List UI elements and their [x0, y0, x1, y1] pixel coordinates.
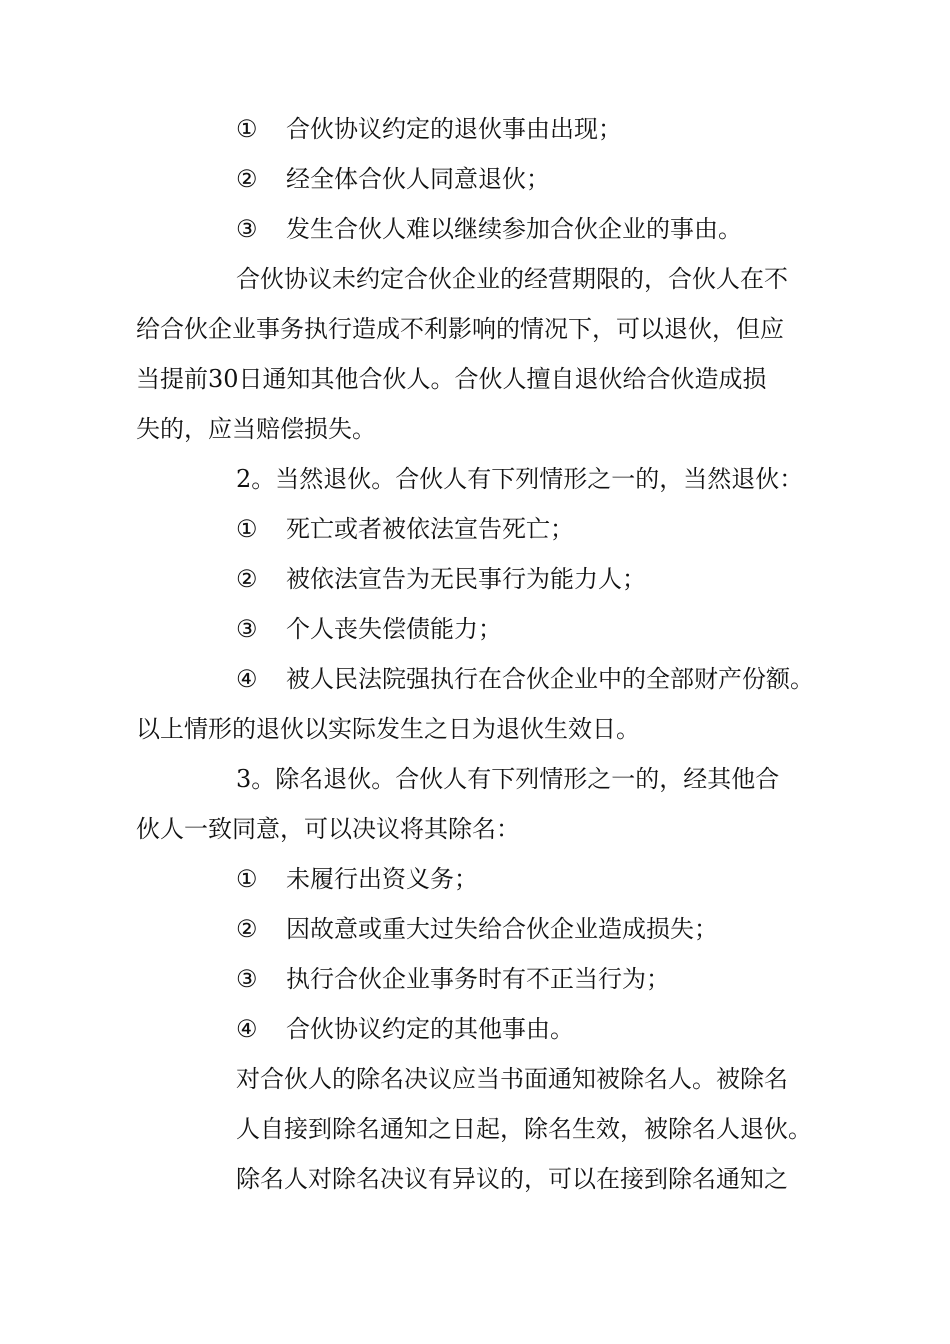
- list-item-text: 合伙协议约定的其他事由。: [286, 1015, 574, 1043]
- list-item: [236, 914, 718, 944]
- list-item-text: 经全体合伙人同意退伙；: [286, 165, 550, 193]
- list-item: [236, 164, 550, 194]
- list-item-text: 被人民法院强执行在合伙企业中的全部财产份额。: [286, 665, 814, 693]
- list-item-text: 执行合伙企业事务时有不正当行为；: [286, 965, 670, 993]
- list-item-text: 死亡或者被依法宣告死亡；: [286, 515, 574, 543]
- list-number: ③: [236, 215, 258, 243]
- list-item: [236, 114, 622, 144]
- list-item: [236, 514, 574, 544]
- list-item: [236, 864, 478, 894]
- list-item-text: 个人丧失偿债能力；: [286, 615, 502, 643]
- paragraph-line: 合伙协议未约定合伙企业的经营期限的，合伙人在不: [236, 265, 788, 293]
- list-number: ③: [236, 615, 258, 643]
- paragraph-line: 伙人一致同意，可以决议将其除名：: [136, 815, 520, 843]
- list-number: ③: [236, 965, 258, 993]
- list-item: [236, 664, 814, 694]
- list-item: [236, 564, 646, 594]
- paragraph-line: 以上情形的退伙以实际发生之日为退伙生效日。: [136, 715, 640, 743]
- list-item-text: 发生合伙人难以继续参加合伙企业的事由。: [286, 215, 742, 243]
- paragraph-line: 除名人对除名决议有异议的，可以在接到除名通知之: [236, 1165, 788, 1193]
- paragraph-line: 人自接到除名通知之日起，除名生效，被除名人退伙。: [236, 1115, 812, 1143]
- list-number: ②: [236, 165, 258, 193]
- paragraph-line: 失的，应当赔偿损失。: [136, 415, 376, 443]
- list-number: ①: [236, 115, 258, 143]
- list-item: [236, 214, 742, 244]
- list-number: ①: [236, 865, 258, 893]
- list-number: ①: [236, 515, 258, 543]
- list-item: [236, 964, 670, 994]
- list-number: ②: [236, 565, 258, 593]
- list-number: ②: [236, 915, 258, 943]
- list-item-text: 合伙协议约定的退伙事由出现；: [286, 115, 622, 143]
- section-heading-line: 2。当然退伙。合伙人有下列情形之一的，当然退伙：: [236, 465, 804, 493]
- list-item: [236, 614, 502, 644]
- list-item-text: 未履行出资义务；: [286, 865, 478, 893]
- paragraph-line: 对合伙人的除名决议应当书面通知被除名人。被除名: [236, 1065, 788, 1093]
- paragraph-line: 给合伙企业事务执行造成不利影响的情况下，可以退伙，但应: [136, 315, 784, 343]
- list-item-text: 被依法宣告为无民事行为能力人；: [286, 565, 646, 593]
- list-number: ④: [236, 665, 258, 693]
- list-number: ④: [236, 1015, 258, 1043]
- section-heading-line: 3。除名退伙。合伙人有下列情形之一的，经其他合: [236, 765, 780, 793]
- paragraph-line: 当提前30日通知其他合伙人。合伙人擅自退伙给合伙造成损: [136, 365, 767, 393]
- list-item: [236, 1014, 574, 1044]
- list-item-text: 因故意或重大过失给合伙企业造成损失；: [286, 915, 718, 943]
